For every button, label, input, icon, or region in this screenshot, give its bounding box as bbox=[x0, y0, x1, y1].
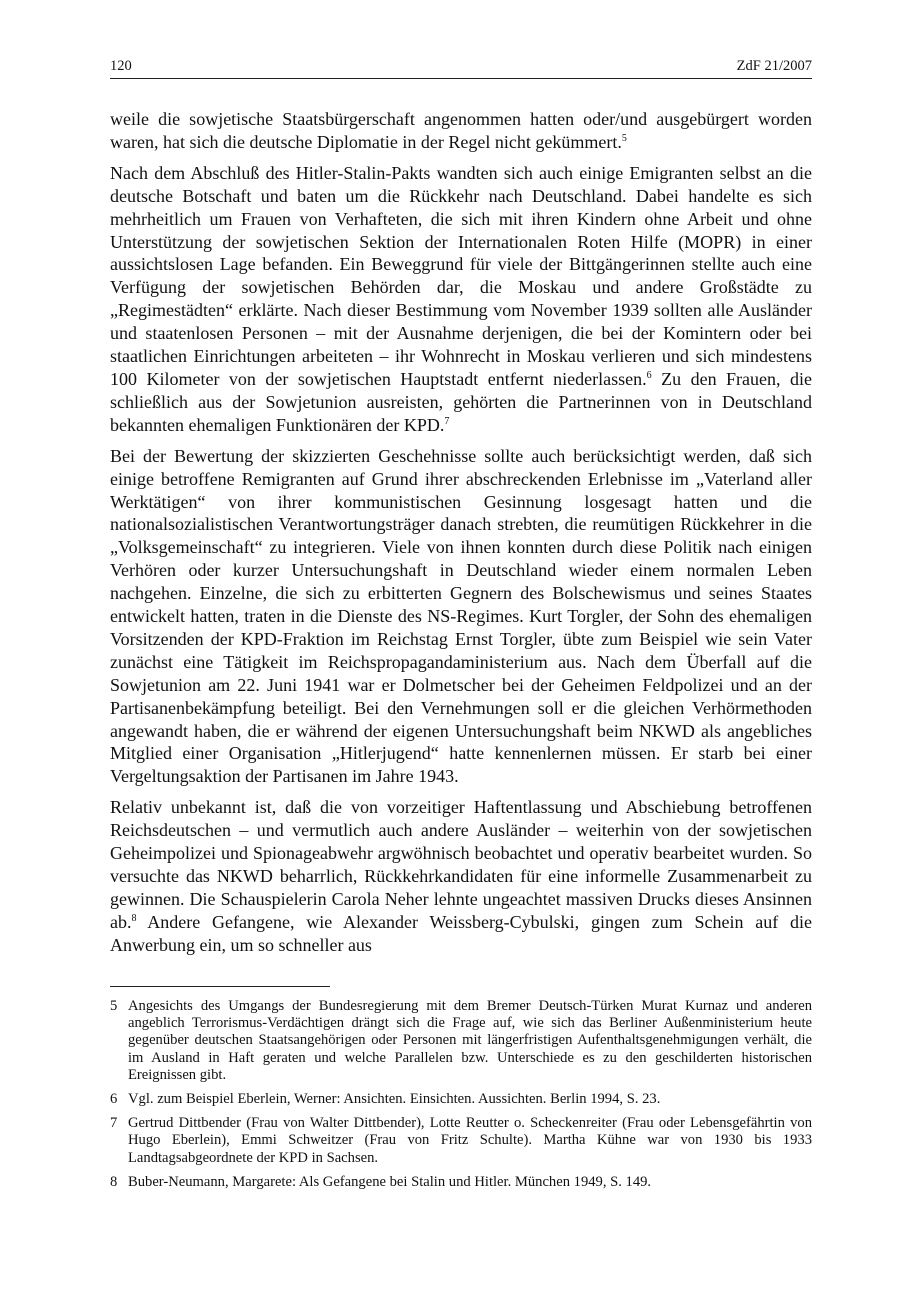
footnote-text: Vgl. zum Beispiel Eberlein, Werner: Ansichten. Einsichten. Aussichten. Berlin 1994, S. 23. bbox=[128, 1091, 661, 1108]
paragraph bbox=[110, 796, 812, 956]
footnote-reference: 6 bbox=[646, 369, 652, 381]
footnote bbox=[110, 1091, 812, 1108]
footnote-reference: 8 bbox=[131, 912, 137, 924]
footnote-number: 7 bbox=[110, 1115, 118, 1132]
body-text bbox=[110, 108, 812, 965]
text-run: Nach dem Abschluß des Hitler-Stalin-Pakts wandten sich auch einige Emigranten selbst an die deutsche Botschaft und baten um die Rückkehr nach Deutschland. Dabei handelte es sich mehrheitlich um Frauen von Verhafteten, die sich mit ihren Kindern ohne Arbeit und ohne Unterstützung der sowjetischen Sektion der Internationalen Roten Hilfe (MOPR) in einer aussichtslosen Lage befanden. Ein Beweggrund für viele der Bittgängerinnen stellte auch eine Verfügung der sowjetischen Behörden dar, die Moskau und andere Großstädte zu „Regimestädten“ erklärte. Nach dieser Bestimmung vom November 1939 sollten alle Ausländer und staatenlosen Personen – mit der Ausnahme derjenigen, die bei der Komintern oder bei staatlichen Einrichtungen arbeiteten – ihr Wohnrecht in Moskau verlieren und sich mindestens 100 Kilometer von der sowjetischen Hauptstadt entfernt niederlassen. bbox=[110, 162, 812, 389]
text-run: Andere Gefangene, wie Alexander Weissberg-Cybulski, gingen zum Schein auf die Anwerbung ein, um so schneller aus bbox=[110, 911, 812, 955]
footnote bbox=[110, 998, 812, 1084]
footnote-number: 5 bbox=[110, 998, 118, 1014]
footnote-number: 8 bbox=[110, 1173, 118, 1190]
footnote-reference: 7 bbox=[444, 415, 450, 427]
journal-issue: ZdF 21/2007 bbox=[736, 58, 812, 74]
footnote-reference: 5 bbox=[621, 132, 627, 144]
running-header bbox=[110, 56, 812, 79]
footnote-text: Gertrud Dittbender (Frau von Walter Dittbender), Lotte Reutter o. Scheckenreiter (Frau oder Lebensgefährtin von Hugo Eberlein), Emmi Schweitzer (Frau von Fritz Schulte). Martha Kühne war von 1930 bis 1933 Landtagsabgeordnete der KPD in Sachsen. bbox=[128, 1115, 812, 1166]
page-number: 120 bbox=[110, 58, 132, 74]
paragraph bbox=[110, 108, 812, 154]
text-run: weile die sowjetische Staatsbürgerschaft angenommen hatten oder/und ausgebürgert worden waren, hat sich die deutsche Diplomatie in der Regel nicht gekümmert. bbox=[110, 109, 812, 152]
footnote-separator bbox=[110, 986, 330, 987]
footnote-text: Angesichts des Umgangs der Bundesregierung mit dem Bremer Deutsch-Türken Murat Kurnaz und anderen angeblich Terrorismus-Verdächtigen drängt sich die Frage auf, wie sich das Berliner Außenministerium heute gegenüber deutschen Staatsangehörigen oder Personen mit längerfristigen Aufenthaltsgenehmigungen verhält, die im Ausland in Haft geraten und welche Parallelen bzw. Unterschiede es zu den geschilderten historischen Ereignissen gibt. bbox=[128, 998, 812, 1083]
paragraph bbox=[110, 162, 812, 437]
text-run: Zu den Frauen, die schließlich aus der Sowjetunion ausreisten, gehörten die Partnerinnen von in Deutschland bekannten ehemaligen Funktionären der KPD. bbox=[110, 368, 812, 435]
text-run: Bei der Bewertung der skizzierten Geschehnisse sollte auch berücksichtigt werden, daß sich einige betroffene Remigranten auf Grund ihrer abschreckenden Erlebnisse im „Vaterland aller Werktätigen“ von ihrer kommunistischen Gesinnung losgesagt hatten und die nationalsozialistischen Verantwortungsträger danach strebten, die reumütigen Rückkehrer in die „Volksgemeinschaft“ zu integrieren. Viele von ihnen konnten durch diese Politik nach einigen Verhören oder kurzer Untersuchungshaft in Deutschland wieder einem normalen Leben nachgehen. Einzelne, die sich zu erbitterten Gegnern des Bolschewismus und seines Staates entwickelt hatten, traten in die Dienste des NS-Regimes. Kurt Torgler, der Sohn des ehemaligen Vorsitzenden der KPD-Fraktion im Reichstag Ernst Torgler, übte zum Beispiel wie sein Vater zunächst eine Tätigkeit im Reichspropagandaministerium aus. Nach dem Überfall auf die Sowjetunion am 22. Juni 1941 war er Dolmetscher bei der Geheimen Feldpolizei und an der Partisanenbekämpfung beteiligt. Bei den Vernehmungen soll er die gleichen Verhörmethoden angewandt haben, die er während der eigenen Untersuchungshaft beim NKWD als angebliches Mitglied einer Organisation „Hitlerjugend“ hatte kennenlernen müssen. Er starb bei einer Vergeltungsaktion der Partisanen im Jahre 1943. bbox=[110, 445, 812, 787]
footnotes bbox=[110, 998, 812, 1198]
paragraph bbox=[110, 445, 812, 789]
footnote bbox=[110, 1174, 812, 1191]
footnote bbox=[110, 1115, 812, 1167]
footnote-text: Buber-Neumann, Margarete: Als Gefangene bei Stalin und Hitler. München 1949, S. 149. bbox=[128, 1173, 652, 1190]
footnote-number: 6 bbox=[110, 1091, 118, 1108]
text-run: Relativ unbekannt ist, daß die von vorzeitiger Haftentlassung und Abschiebung betroffenen Reichsdeutschen – und vermutlich auch andere Ausländer – weiterhin von der sowjetischen Geheimpolizei und Spionageabwehr argwöhnisch beobachtet und operativ bearbeitet wurden. So versuchte das NKWD beharrlich, Rückkehrkandidaten für eine informelle Zusammenarbeit zu gewinnen. Die Schauspielerin Carola Neher lehnte ungeachtet massiven Drucks dieses Ansinnen ab. bbox=[110, 797, 812, 932]
